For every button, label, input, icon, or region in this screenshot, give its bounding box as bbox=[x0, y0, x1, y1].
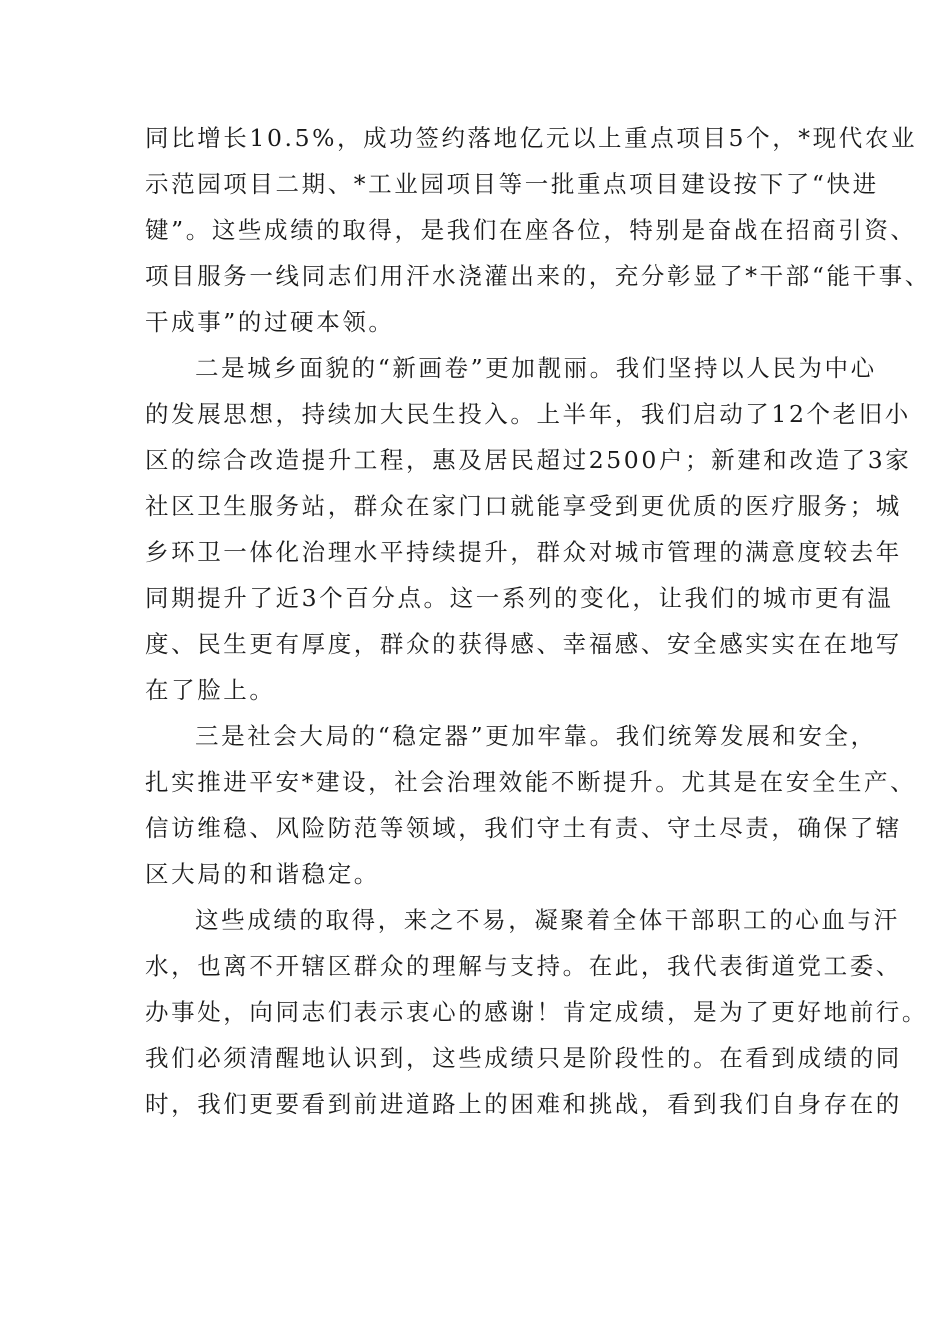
text-line: 在了脸上。 bbox=[145, 676, 276, 704]
text-line: 示范园项目二期、*工业园项目等一批重点项目建设按下了“快进 bbox=[145, 170, 879, 198]
text-line: 二是城乡面貌的“新画卷”更加靓丽。我们坚持以人民为中心 bbox=[195, 354, 877, 382]
text-line: 度、民生更有厚度，群众的获得感、幸福感、安全感实实在在地写 bbox=[145, 630, 902, 658]
text-line: 区大局的和谐稳定。 bbox=[145, 860, 380, 888]
text-line: 这些成绩的取得，来之不易，凝聚着全体干部职工的心血与汗 bbox=[195, 906, 900, 934]
text-line: 同期提升了近3个百分点。这一系列的变化，让我们的城市更有温 bbox=[145, 584, 894, 612]
text-line: 我们必须清醒地认识到，这些成绩只是阶段性的。在看到成绩的同 bbox=[145, 1044, 902, 1072]
text-line: 社区卫生服务站，群众在家门口就能享受到更优质的医疗服务；城 bbox=[145, 492, 902, 520]
text-line: 乡环卫一体化治理水平持续提升，群众对城市管理的满意度较去年 bbox=[145, 538, 902, 566]
text-line: 的发展思想，持续加大民生投入。上半年，我们启动了12个老旧小 bbox=[145, 400, 911, 428]
text-line: 键”。这些成绩的取得，是我们在座各位，特别是奋战在招商引资、 bbox=[145, 216, 917, 244]
document-page bbox=[145, 122, 931, 1134]
text-line: 信访维稳、风险防范等领域，我们守土有责、守土尽责，确保了辖 bbox=[145, 814, 902, 842]
text-line: 办事处，向同志们表示衷心的感谢！肯定成绩，是为了更好地前行。 bbox=[145, 998, 928, 1026]
paragraph bbox=[145, 122, 931, 352]
text-line: 扎实推进平安*建设，社会治理效能不断提升。尤其是在安全生产、 bbox=[145, 768, 917, 796]
text-line: 区的综合改造提升工程，惠及居民超过2500户；新建和改造了3家 bbox=[145, 446, 912, 474]
text-line: 干成事”的过硬本领。 bbox=[145, 308, 395, 336]
text-line: 同比增长10.5%，成功签约落地亿元以上重点项目5个，*现代农业 bbox=[145, 124, 918, 152]
text-line: 水，也离不开辖区群众的理解与支持。在此，我代表街道党工委、 bbox=[145, 952, 902, 980]
text-line: 三是社会大局的“稳定器”更加牢靠。我们统筹发展和安全， bbox=[195, 722, 877, 750]
paragraph bbox=[145, 720, 917, 904]
paragraph bbox=[145, 904, 928, 1134]
text-line: 项目服务一线同志们用汗水浇灌出来的，充分彰显了*干部“能干事、 bbox=[145, 262, 931, 290]
text-line: 时，我们更要看到前进道路上的困难和挑战，看到我们自身存在的 bbox=[145, 1090, 902, 1118]
paragraph bbox=[145, 352, 912, 720]
